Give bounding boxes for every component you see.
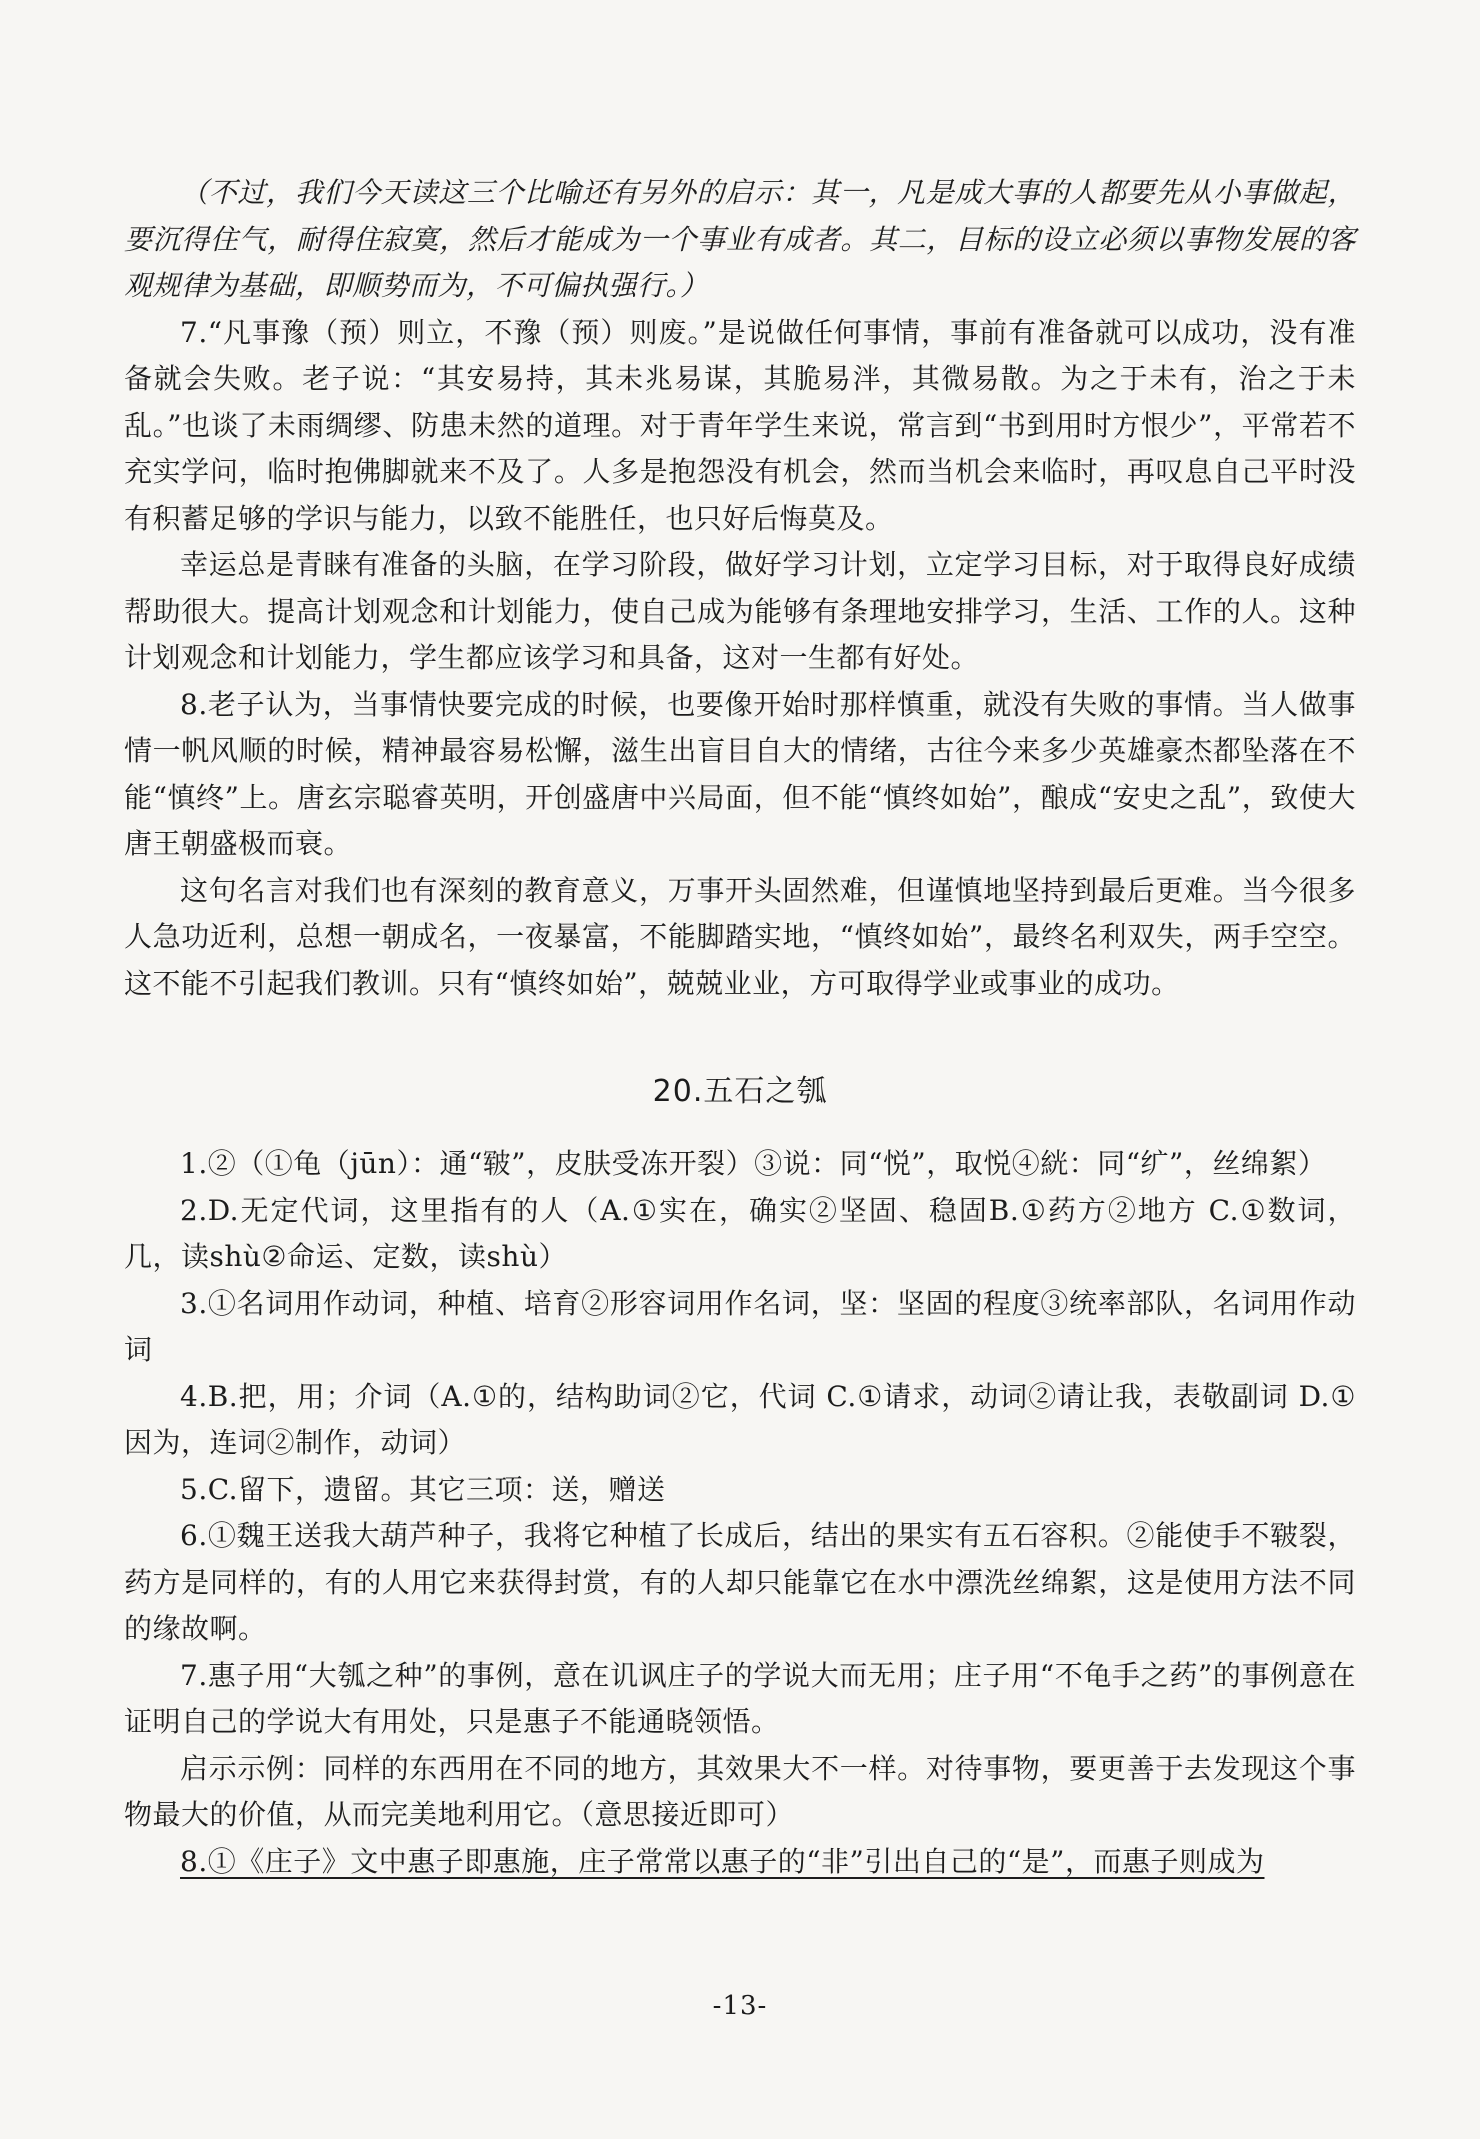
answer-4: 4.B.把，用；介词（A.①的，结构助词②它，代词 C.①请求，动词②请让我，表敬副词 D.①因为，连词②制作，动词）: [124, 1379, 1356, 1459]
answer-7-enlightenment: 启示示例：同样的东西用在不同的地方，其效果大不一样。对待事物，要更善于去发现这个事物最大的价值，从而完美地利用它。（意思接近即可）: [124, 1751, 1356, 1831]
paragraph-answer-7-continued: 幸运总是青睐有准备的头脑，在学习阶段，做好学习计划，立定学习目标，对于取得良好成绩帮助很大。提高计划观念和计划能力，使自己成为能够有条理地安排学习，生活、工作的人。这种计划观念和计划能力，学生都应该学习和具备，这对一生都有好处。: [124, 548, 1356, 674]
answer-7: 7.惠子用“大瓠之种”的事例，意在讥讽庄子的学说大而无用；庄子用“不龟手之药”的事例意在证明自己的学说大有用处，只是惠子不能通晓领悟。: [124, 1658, 1356, 1738]
answer-5: 5.C.留下，遗留。其它三项：送，赠送: [180, 1472, 666, 1506]
section-title: 20.五石之瓠: [652, 1074, 828, 1109]
answer-1: 1.②（①龟（jūn）：通“皲”，皮肤受冻开裂）③说：同“悦”，取悦④絖：同“纩”，丝绵絮）: [180, 1147, 1327, 1180]
answer-6: 6.①魏王送我大葫芦种子，我将它种植了长成后，结出的果实有五石容积。②能使手不皲裂，药方是同样的，有的人用它来获得封赏，有的人却只能靠它在水中漂洗丝绵絮，这是使用方法不同的缘故啊。: [124, 1519, 1356, 1645]
answer-8: 8.①《庄子》文中惠子即惠施，庄子常常以惠子的“非”引出自己的“是”，而惠子则成为: [180, 1844, 1265, 1878]
page-content: [124, 170, 1356, 1885]
paragraph-enlightenment-note: （不过，我们今天读这三个比喻还有另外的启示：其一，凡是成大事的人都要先从小事做起，要沉得住气，耐得住寂寞，然后才能成为一个事业有成者。其二，目标的设立必须以事物发展的客观规律为基础，即顺势而为，不可偏执强行。）: [124, 176, 1356, 302]
answer-2: 2.D.无定代词，这里指有的人（A.①实在，确实②坚固、稳固B.①药方②地方 C.①数词，几，读shù②命运、定数，读shù）: [124, 1193, 1356, 1273]
answer-3: 3.①名词用作动词，种植、培育②形容词用作名词，坚：坚固的程度③统率部队，名词用作动词: [124, 1286, 1356, 1366]
page-number: -13-: [712, 1991, 768, 2021]
paragraph-answer-7: 7.“凡事豫（预）则立，不豫（预）则废。”是说做任何事情，事前有准备就可以成功，没有准备就会失败。老子说：“其安易持，其未兆易谋，其脆易泮，其微易散。为之于未有，治之于未乱。”也谈了未雨绸缪、防患未然的道理。对于青年学生来说，常言到“书到用时方恨少”，平常若不充实学问，临时抱佛脚就来不及了。人多是抱怨没有机会，然而当机会来临时，再叹息自己平时没有积蓄足够的学识与能力，以致不能胜任，也只好后悔莫及。: [124, 315, 1356, 535]
paragraph-answer-8-continued: 这句名言对我们也有深刻的教育意义，万事开头固然难，但谨慎地坚持到最后更难。当今很多人急功近利，总想一朝成名，一夜暴富，不能脚踏实地，“慎终如始”，最终名利双失，两手空空。这不能不引起我们教训。只有“慎终如始”，兢兢业业，方可取得学业或事业的成功。: [124, 873, 1356, 1000]
paragraph-answer-8: 8.老子认为，当事情快要完成的时候，也要像开始时那样慎重，就没有失败的事情。当人做事情一帆风顺的时候，精神最容易松懈，滋生出盲目自大的情绪，古往今来多少英雄豪杰都坠落在不能“慎终”上。唐玄宗聪睿英明，开创盛唐中兴局面，但不能“慎终如始”，酿成“安史之乱”，致使大唐王朝盛极而衰。: [124, 687, 1356, 860]
